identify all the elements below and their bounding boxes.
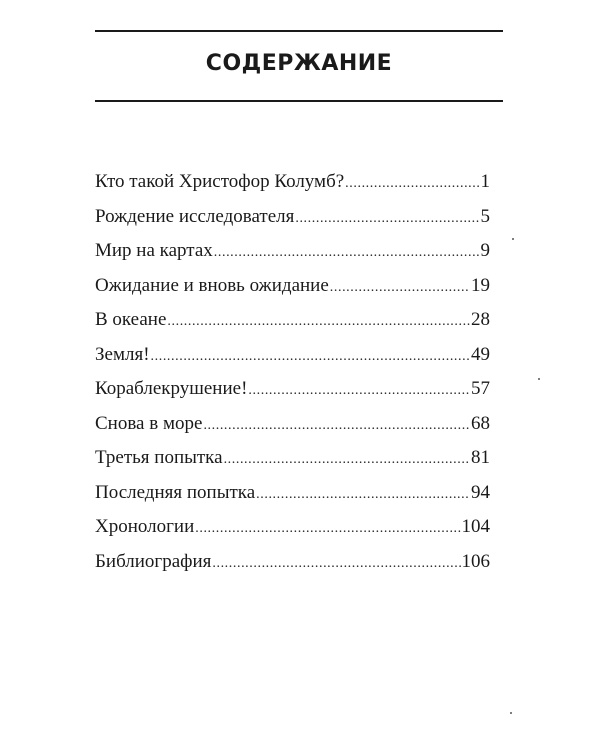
- toc-entry-page-number: 68: [471, 412, 490, 434]
- toc-dot-leader: [195, 517, 460, 541]
- toc-dot-leader: [151, 345, 470, 369]
- toc-entry[interactable]: [95, 481, 490, 516]
- paper-speck: [538, 378, 540, 380]
- toc-entry-page-number: 94: [471, 481, 490, 503]
- toc-dot-leader: [256, 483, 470, 507]
- paper-speck: [512, 238, 514, 240]
- toc-entry-page-number: 81: [471, 447, 490, 468]
- top-rule: [95, 30, 503, 32]
- toc-dot-leader: [224, 448, 470, 472]
- toc-entry-title: Последняя попытка: [95, 481, 256, 503]
- table-of-contents: [95, 170, 490, 584]
- toc-entry[interactable]: [95, 412, 490, 447]
- toc-entry-title: Библиография: [95, 550, 212, 572]
- toc-entry[interactable]: [95, 550, 490, 585]
- toc-entry[interactable]: [95, 205, 490, 240]
- toc-entry[interactable]: [95, 377, 490, 412]
- toc-entry-page-number: 19: [471, 274, 490, 296]
- toc-entry-title: Кораблекрушение!: [95, 378, 248, 399]
- toc-entry-page-number: 1: [480, 171, 490, 192]
- toc-entry-title: Земля!: [95, 343, 150, 365]
- toc-entry-page-number: 104: [461, 516, 490, 537]
- toc-dot-leader: [345, 172, 479, 196]
- toc-entry-title: Мир на картах: [95, 240, 213, 261]
- toc-entry[interactable]: [95, 170, 490, 205]
- toc-entry[interactable]: [95, 239, 490, 274]
- toc-dot-leader: [330, 276, 470, 300]
- toc-entry-page-number: 28: [471, 309, 490, 330]
- toc-entry-page-number: 5: [480, 205, 490, 227]
- toc-entry-title: Ожидание и вновь ожидание: [95, 274, 329, 296]
- toc-entry[interactable]: [95, 308, 490, 343]
- title-rule: [95, 100, 503, 102]
- toc-entry-title: Кто такой Христофор Колумб?: [95, 171, 345, 192]
- toc-dot-leader: [248, 379, 470, 403]
- toc-dot-leader: [295, 207, 479, 231]
- toc-entry-page-number: 9: [480, 240, 490, 261]
- toc-entry-title: В океане: [95, 309, 167, 330]
- toc-dot-leader: [212, 552, 460, 576]
- toc-entry-page-number: 49: [471, 343, 490, 365]
- toc-dot-leader: [167, 310, 470, 334]
- toc-entry[interactable]: [95, 343, 490, 378]
- toc-dot-leader: [214, 241, 480, 265]
- toc-entry-page-number: 57: [471, 378, 490, 399]
- toc-entry-title: Хронологии: [95, 516, 195, 537]
- toc-entry[interactable]: [95, 446, 490, 481]
- toc-entry[interactable]: [95, 515, 490, 550]
- toc-entry-title: Третья попытка: [95, 447, 223, 468]
- toc-entry[interactable]: [95, 274, 490, 309]
- toc-dot-leader: [203, 414, 470, 438]
- page-title: СОДЕРЖАНИЕ: [205, 51, 393, 76]
- toc-entry-title: Рождение исследователя: [95, 205, 295, 227]
- paper-speck: [510, 712, 512, 714]
- toc-entry-title: Снова в море: [95, 412, 203, 434]
- toc-entry-page-number: 106: [461, 550, 490, 572]
